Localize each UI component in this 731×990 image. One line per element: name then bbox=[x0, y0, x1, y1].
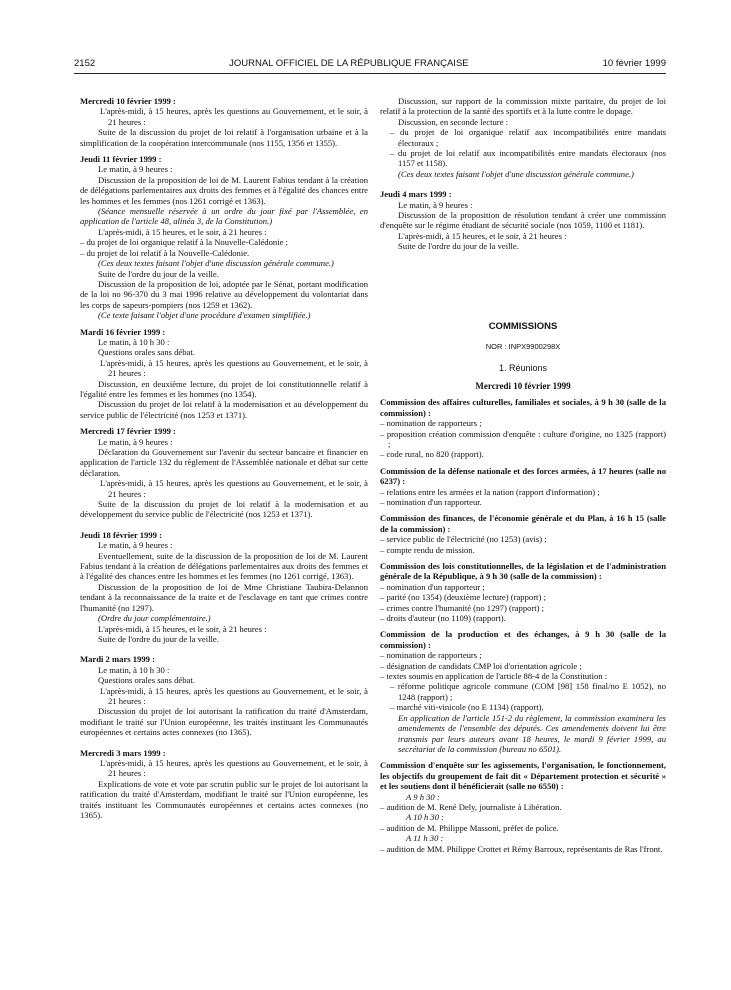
right-paragraph: – compte rendu de mission. bbox=[380, 544, 475, 555]
issue-date: 10 février 1999 bbox=[602, 57, 666, 69]
left-paragraph: Le matin, à 9 heures : bbox=[98, 540, 173, 551]
left-paragraph: (Ce texte faisant l'objet d'une procédure d'examen simplifiée.) bbox=[98, 310, 311, 321]
right-paragraph: – code rural, no 820 (rapport). bbox=[380, 449, 484, 460]
right-paragraph: – audition de M. Philippe Massoni, préfet de police. bbox=[380, 822, 559, 833]
right-paragraph: NOR : INPX9900298X bbox=[485, 342, 561, 352]
right-paragraph: – audition de M. René Dely, journaliste à Libération. bbox=[380, 801, 562, 812]
right-paragraph: COMMISSIONS bbox=[488, 320, 558, 332]
left-paragraph: Discussion, en deuxième lecture, du projet de loi constitutionnelle relatif à l'égalité entre les femmes et les hommes (no 1354). bbox=[80, 378, 368, 399]
right-paragraph: L'après-midi, à 15 heures, et le soir, à 21 heures : bbox=[398, 230, 567, 241]
left-paragraph: Le matin, à 10 h 30 : bbox=[98, 336, 170, 347]
right-paragraph: – réforme politique agricole commune (COM [98] 158 final/no E 1052), no 1248 (rapport) ; bbox=[390, 681, 666, 702]
left-paragraph: Déclaration du Gouvernement sur l'avenir du secteur bancaire et financier en application de l'article 132 du règlement de l'Assemblée nationale et débat sur cette déclaration. bbox=[80, 447, 368, 478]
right-paragraph: A 10 h 30 : bbox=[406, 812, 445, 823]
journal-title: JOURNAL OFFICIEL DE LA RÉPUBLIQUE FRANÇAISE bbox=[229, 57, 469, 69]
right-paragraph: (Ces deux textes faisant l'objet d'une discussion générale commune.) bbox=[398, 168, 634, 179]
left-paragraph: Questions orales sans débat. bbox=[98, 347, 195, 358]
right-paragraph: – nomination d'un rapporteur. bbox=[380, 496, 482, 507]
left-paragraph: Suite de la discussion du projet de loi relatif à la modernisation et au développement du service public de l'électricité (nos 1253 et 1371). bbox=[80, 499, 368, 520]
left-paragraph: Explications de vote et vote par scrutin public sur le projet de loi autorisant la ratification du traité d'Amsterdam, modifiant le traité sur l'Union européenne, les traités instituant les Communautés européennes et certains actes connexes (no 1365). bbox=[80, 778, 368, 820]
left-paragraph: Suite de la discussion du projet de loi relatif à l'organisation urbaine et à la simplification de la coopération intercommunale (nos 1155, 1356 et 1355). bbox=[80, 127, 368, 148]
left-paragraph: Le matin, à 9 heures : bbox=[98, 164, 173, 175]
right-paragraph: – service public de l'électricité (no 1253) (avis) ; bbox=[380, 534, 547, 545]
left-paragraph: L'après-midi, à 15 heures, et le soir, à 21 heures : bbox=[98, 226, 267, 237]
right-paragraph: – droits d'auteur (no 1109) (rapport). bbox=[380, 613, 506, 624]
right-paragraph: Discussion, en seconde lecture : bbox=[398, 116, 509, 127]
right-paragraph: Jeudi 4 mars 1999 : bbox=[380, 189, 452, 200]
right-paragraph: En application de l'article 151-2 du règlement, la commission examinera les amendements de l'ensemble des députés. Ces amendements doivent lui être transmis par leurs auteurs avant 18 heures, le mardi 9 février 1999, au secrétariat de la commission (bureau no 6501). bbox=[398, 712, 666, 754]
right-paragraph: Le matin, à 9 heures : bbox=[398, 199, 473, 210]
left-paragraph: (Ordre du jour complémentaire.) bbox=[98, 613, 211, 624]
left-paragraph: Discussion de la proposition de loi de Mme Christiane Taubira-Delannon tendant à la reconnaissance de la traite et de l'esclavage en tant que crimes contre l'humanité (no 1297). bbox=[80, 581, 368, 613]
right-paragraph: Mercredi 10 février 1999 bbox=[475, 380, 571, 391]
left-paragraph: (Séance mensuelle réservée à un ordre du jour fixé par l'Assemblée, en application de l'article 48, alinéa 3, de la Constitution.) bbox=[80, 206, 368, 227]
right-paragraph: – nomination d'un rapporteur ; bbox=[380, 581, 485, 592]
right-paragraph: – du projet de loi relatif aux incompatibilités entre mandats électoraux (nos 1157 et 1158). bbox=[390, 148, 666, 169]
left-paragraph: Discussion de la proposition de loi de M. Laurent Fabius tendant à la création de délégations parlementaires aux droits des femmes et à l'égalité des chances entre les hommes et les femmes (nos 1261 corrigé et 1363). bbox=[80, 174, 368, 206]
right-paragraph: 1. Réunions bbox=[498, 362, 548, 373]
left-paragraph: L'après-midi, à 15 heures, et le soir, à 21 heures : bbox=[98, 623, 267, 634]
right-paragraph: Discussion, sur rapport de la commission mixte paritaire, du projet de loi relatif à la protection de la santé des sportifs et à la lutte contre le dopage. bbox=[380, 96, 666, 117]
left-column bbox=[80, 96, 368, 820]
left-paragraph: Mercredi 17 février 1999 : bbox=[80, 426, 176, 437]
right-paragraph: – textes soumis en application de l'article 88-4 de la Constitution : bbox=[380, 671, 608, 682]
left-paragraph: Mercredi 10 février 1999 : bbox=[80, 96, 176, 106]
left-paragraph: L'après-midi, à 15 heures, après les questions au Gouvernement, et le soir, à 21 heures : bbox=[100, 757, 368, 779]
left-paragraph: Discussion du projet de loi relatif à la modernisation et au développement du service public de l'électricité (nos 1253 et 1371). bbox=[80, 399, 368, 420]
right-paragraph: Commission des affaires culturelles, familiales et sociales, à 9 h 30 (salle de la commission) : bbox=[380, 397, 666, 418]
left-paragraph: Discussion du projet de loi autorisant la ratification du traité d'Amsterdam, modifiant le traité sur l'Union européenne, les traités instituant les Communautés européennes et certains actes connexes (no 1365). bbox=[80, 706, 368, 738]
page-number: 2152 bbox=[74, 57, 96, 69]
left-paragraph: L'après-midi, à 15 heures, après les questions au Gouvernement, et le soir, à 21 heures : bbox=[100, 685, 368, 706]
left-paragraph: L'après-midi, à 15 heures, après les questions au Gouvernement, et le soir, à 21 heures : bbox=[100, 478, 368, 499]
right-column bbox=[380, 96, 666, 854]
left-paragraph: Mardi 16 février 1999 : bbox=[80, 326, 166, 337]
right-paragraph: Commission des finances, de l'économie générale et du Plan, à 16 h 15 (salle de la commission) : bbox=[380, 513, 666, 534]
right-paragraph: Commission de la production et des échanges, à 9 h 30 (salle de la commission) : bbox=[380, 629, 666, 650]
right-paragraph: – audition de MM. Philippe Crottet et Rémy Barroux, représentants de Ras l'front. bbox=[380, 843, 663, 854]
right-paragraph: – nomination de rapporteurs ; bbox=[380, 650, 482, 661]
left-paragraph: Questions orales sans débat. bbox=[98, 675, 195, 686]
left-paragraph: Mercredi 3 mars 1999 : bbox=[80, 747, 166, 758]
right-paragraph: A 9 h 30 : bbox=[406, 791, 440, 802]
left-paragraph: Discussion de la proposition de loi, adoptée par le Sénat, portant modification de la loi no 96-370 du 3 mai 1996 relative au développement du volontariat dans les corps de sapeurs-pompiers (nos 1259 et 1362). bbox=[80, 278, 368, 310]
left-paragraph: Eventuellement, suite de la discussion de la proposition de loi de M. Laurent Fabius tendant à la création de délégations parlementaires aux droits des femmes et à l'égalité des chances entre les hommes et les femmes (no 1261 corrigé, 1363). bbox=[80, 550, 368, 582]
header-rule bbox=[74, 73, 666, 74]
left-paragraph: Suite de l'ordre du jour de la veille. bbox=[98, 268, 219, 279]
left-paragraph: (Ces deux textes faisant l'objet d'une discussion générale commune.) bbox=[98, 258, 334, 269]
right-paragraph: A 11 h 30 : bbox=[406, 833, 444, 844]
left-paragraph: – du projet de loi organique relatif à la Nouvelle-Calédonie ; bbox=[80, 237, 288, 248]
right-paragraph: – parité (no 1354) (deuxième lecture) (rapport) ; bbox=[380, 592, 546, 603]
right-paragraph: Commission d'enquête sur les agissements, l'organisation, le fonctionnement, les objectifs du groupement de fait dit « Département protection et sécurité » et les soutiens dont il bénéficierait (salle no 6550) : bbox=[380, 760, 666, 792]
right-paragraph: – crimes contre l'humanité (no 1297) (rapport) ; bbox=[380, 602, 545, 613]
right-paragraph: – nomination de rapporteurs ; bbox=[380, 418, 482, 429]
right-paragraph: Commission des lois constitutionnelles, de la législation et de l'administration générale de la République, à 9 h 30 (salle de la commission) : bbox=[380, 561, 666, 582]
left-paragraph: Le matin, à 9 heures : bbox=[98, 436, 173, 447]
left-paragraph: – du projet de loi relatif à la Nouvelle-Calédonie. bbox=[80, 247, 250, 258]
right-paragraph: – relations entre les armées et la nation (rapport d'information) ; bbox=[380, 486, 600, 497]
right-paragraph: Commission de la défense nationale et des forces armées, à 17 heures (salle no 6237) : bbox=[380, 465, 666, 487]
right-paragraph: Discussion de la proposition de résolution tendant à créer une commission d'enquête sur le régime étudiant de sécurité sociale (nos 1059, 1100 et 1181). bbox=[380, 210, 666, 231]
left-paragraph: Jeudi 18 février 1999 : bbox=[80, 529, 162, 540]
right-paragraph: Suite de l'ordre du jour de la veille. bbox=[398, 241, 519, 252]
right-paragraph: – du projet de loi organique relatif aux incompatibilités entre mandats électoraux ; bbox=[390, 127, 666, 148]
right-paragraph: – proposition création commission d'enquête : culture d'origine, no 1325 (rapport) ; bbox=[380, 428, 666, 449]
left-paragraph: L'après-midi, à 15 heures, après les questions au Gouvernement, et le soir, à 21 heures : bbox=[100, 106, 368, 127]
right-paragraph: – désignation de candidats CMP loi d'orientation agricole ; bbox=[380, 660, 582, 671]
left-paragraph: Mardi 2 mars 1999 : bbox=[80, 654, 155, 665]
right-paragraph: – marché viti-vinicole (no E 1134) (rapport). bbox=[390, 702, 544, 713]
left-paragraph: Jeudi 11 février 1999 : bbox=[80, 154, 162, 165]
left-paragraph: Suite de l'ordre du jour de la veille. bbox=[98, 633, 219, 644]
left-paragraph: Le matin, à 10 h 30 : bbox=[98, 664, 170, 675]
left-paragraph: L'après-midi, à 15 heures, après les questions au Gouvernement, et le soir, à 21 heures : bbox=[100, 357, 368, 379]
page-header bbox=[74, 56, 666, 70]
